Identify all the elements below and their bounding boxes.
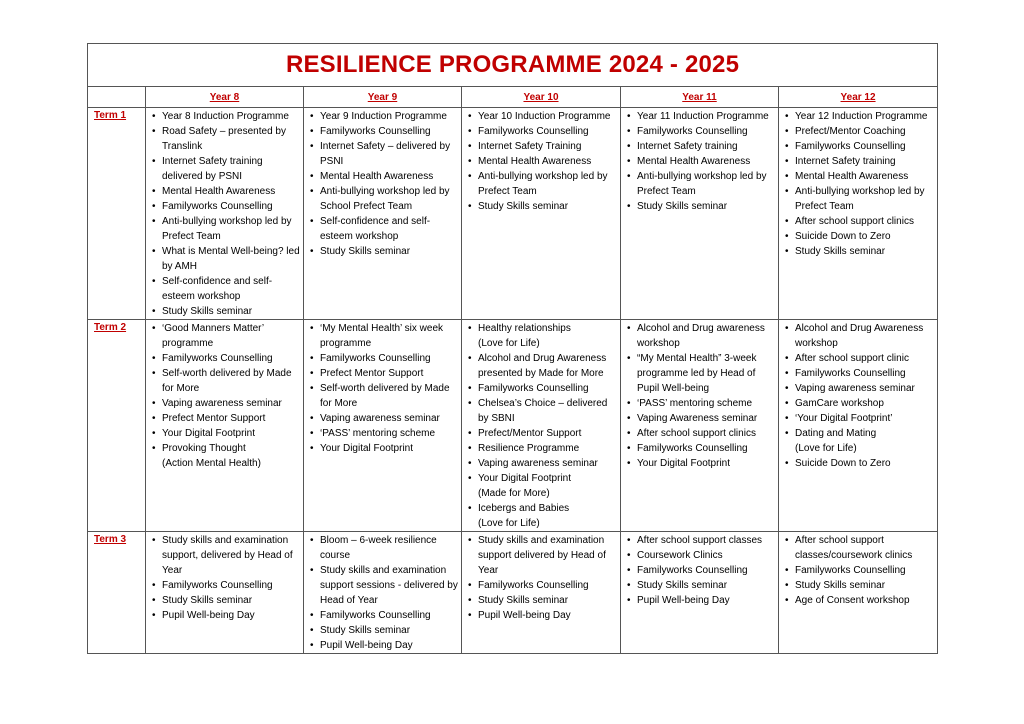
list-item: • After school support clinics xyxy=(783,214,935,229)
activity-list xyxy=(779,532,937,608)
column-header-year-12: Year 12 xyxy=(779,87,938,108)
list-item: • Familyworks Counselling xyxy=(466,381,618,396)
list-item: • Familyworks Counselling xyxy=(150,351,301,366)
list-item: • After school support clinics xyxy=(625,426,776,441)
activity-cell xyxy=(462,320,621,532)
column-header-year-8: Year 8 xyxy=(146,87,304,108)
activity-cell xyxy=(462,108,621,320)
list-item: (Love for Life) xyxy=(478,518,540,529)
activity-cell xyxy=(146,320,304,532)
list-item: • ‘Your Digital Footprint’ xyxy=(783,411,935,426)
list-item: • Vaping Awareness seminar xyxy=(625,411,776,426)
activity-cell xyxy=(621,108,779,320)
list-item: • Alcohol and Drug Awareness workshop xyxy=(783,321,935,351)
list-item: • Familyworks Counselling xyxy=(466,124,618,139)
list-item: • Internet Safety training xyxy=(625,139,776,154)
list-item: • Study Skills seminar xyxy=(783,578,935,593)
list-item: • Age of Consent workshop xyxy=(783,593,935,608)
list-item: • Pupil Well-being Day xyxy=(150,608,301,623)
list-item: • Familyworks Counselling xyxy=(466,578,618,593)
list-item: • Pupil Well-being Day xyxy=(625,593,776,608)
page-title: RESILIENCE PROGRAMME 2024 - 2025 xyxy=(88,44,938,87)
list-item: • Your Digital Footprint xyxy=(625,456,776,471)
activity-cell xyxy=(304,320,462,532)
list-item: • ‘My Mental Health’ six week programme xyxy=(308,321,459,351)
list-item: • Provoking Thought xyxy=(150,441,301,456)
list-item: • Anti-bullying workshop led by Prefect Team xyxy=(466,169,618,199)
list-item: • Study Skills seminar xyxy=(625,578,776,593)
list-item: • Your Digital Footprint xyxy=(308,441,459,456)
list-item: • Anti-bullying workshop led by Prefect Team xyxy=(783,184,935,214)
programme-table-wrap xyxy=(87,43,937,654)
activity-cell xyxy=(779,532,938,654)
list-item: • Anti-bullying workshop led by Prefect Team xyxy=(625,169,776,199)
list-item: • Year 8 Induction Programme xyxy=(150,109,301,124)
term-row xyxy=(88,320,938,532)
list-item: • Suicide Down to Zero xyxy=(783,229,935,244)
list-item: • Study Skills seminar xyxy=(783,244,935,259)
list-item: • After school support clinic xyxy=(783,351,935,366)
list-item: • Familyworks Counselling xyxy=(783,366,935,381)
list-item: • Your Digital Footprint xyxy=(150,426,301,441)
corner-cell xyxy=(88,87,146,108)
activity-list xyxy=(304,108,461,259)
activity-list xyxy=(304,320,461,456)
list-item: • Vaping awareness seminar xyxy=(783,381,935,396)
list-item: • Bloom – 6-week resilience course xyxy=(308,533,459,563)
list-item: (Love for Life) xyxy=(478,338,540,349)
activity-list xyxy=(779,320,937,471)
list-item: • Mental Health Awareness xyxy=(625,154,776,169)
activity-cell xyxy=(304,532,462,654)
activity-cell xyxy=(621,320,779,532)
list-item: • What is Mental Well-being? led by AMH xyxy=(150,244,301,274)
column-header-year-10: Year 10 xyxy=(462,87,621,108)
list-item: • Self-confidence and self-esteem workshop xyxy=(150,274,301,304)
list-item: • Study Skills seminar xyxy=(625,199,776,214)
list-item: • Familyworks Counselling xyxy=(308,124,459,139)
list-item: • Year 11 Induction Programme xyxy=(625,109,776,124)
list-item: • Study Skills seminar xyxy=(466,593,618,608)
list-item: • Mental Health Awareness xyxy=(783,169,935,184)
list-item: • Prefect Mentor Support xyxy=(308,366,459,381)
activity-cell xyxy=(146,108,304,320)
activity-cell xyxy=(779,108,938,320)
list-item: • Prefect/Mentor Support xyxy=(466,426,618,441)
list-item: • Internet Safety – delivered by PSNI xyxy=(308,139,459,169)
list-item: • Study Skills seminar xyxy=(150,593,301,608)
activity-list xyxy=(304,532,461,653)
term-label: Term 1 xyxy=(88,108,146,320)
list-item: • Alcohol and Drug Awareness presented by Made for More xyxy=(466,351,618,381)
activity-cell xyxy=(462,532,621,654)
list-item: • Resilience Programme xyxy=(466,441,618,456)
list-item: • Prefect/Mentor Coaching xyxy=(783,124,935,139)
list-item: • Mental Health Awareness xyxy=(466,154,618,169)
list-item: • Icebergs and Babies xyxy=(466,501,618,516)
list-item: (Made for More) xyxy=(478,488,550,499)
list-item: • Coursework Clinics xyxy=(625,548,776,563)
list-item: • ‘PASS’ mentoring scheme xyxy=(308,426,459,441)
activity-list xyxy=(621,320,778,471)
list-item: • After school support classes xyxy=(625,533,776,548)
column-header-year-11: Year 11 xyxy=(621,87,779,108)
list-item: • GamCare workshop xyxy=(783,396,935,411)
activity-list xyxy=(462,320,620,531)
activity-list xyxy=(621,532,778,608)
activity-list xyxy=(462,532,620,623)
list-item: • Pupil Well-being Day xyxy=(308,638,459,653)
list-item: • Alcohol and Drug awareness workshop xyxy=(625,321,776,351)
activity-list xyxy=(146,532,303,623)
list-item: • Your Digital Footprint xyxy=(466,471,618,486)
list-item: • Anti-bullying workshop led by School Prefect Team xyxy=(308,184,459,214)
list-item: • Study skills and examination support delivered by Head of Year xyxy=(466,533,618,578)
list-item: • Year 10 Induction Programme xyxy=(466,109,618,124)
activity-cell xyxy=(779,320,938,532)
list-item: • Dating and Mating xyxy=(783,426,935,441)
list-item: • ‘PASS’ mentoring scheme xyxy=(625,396,776,411)
list-item: • Vaping awareness seminar xyxy=(150,396,301,411)
activity-cell xyxy=(304,108,462,320)
activity-cell xyxy=(621,532,779,654)
list-item: • Self-confidence and self-esteem workshop xyxy=(308,214,459,244)
list-item: • Familyworks Counselling xyxy=(625,124,776,139)
list-item: • Study skills and examination support, delivered by Head of Year xyxy=(150,533,301,578)
list-item: • Self-worth delivered by Made for More xyxy=(308,381,459,411)
activity-list xyxy=(146,320,303,471)
list-item: • Mental Health Awareness xyxy=(150,184,301,199)
list-item: • Self-worth delivered by Made for More xyxy=(150,366,301,396)
list-item: • Internet Safety training delivered by PSNI xyxy=(150,154,301,184)
list-item: • Road Safety – presented by Translink xyxy=(150,124,301,154)
list-item: • Familyworks Counselling xyxy=(625,441,776,456)
list-item: • Pupil Well-being Day xyxy=(466,608,618,623)
list-item: • Anti-bullying workshop led by Prefect Team xyxy=(150,214,301,244)
list-item: • Study skills and examination support sessions - delivered by Head of Year xyxy=(308,563,459,608)
list-item: • Familyworks Counselling xyxy=(308,351,459,366)
list-item: • Internet Safety Training xyxy=(466,139,618,154)
list-item: • Familyworks Counselling xyxy=(783,563,935,578)
list-item: • After school support classes/coursework clinics xyxy=(783,533,935,563)
list-item: • Prefect Mentor Support xyxy=(150,411,301,426)
list-item: (Love for Life) xyxy=(795,443,857,454)
term-row xyxy=(88,532,938,654)
list-item: • Study Skills seminar xyxy=(466,199,618,214)
activity-list xyxy=(621,108,778,214)
list-item: • Mental Health Awareness xyxy=(308,169,459,184)
term-label: Term 2 xyxy=(88,320,146,532)
programme-table xyxy=(87,43,938,654)
list-item: • Familyworks Counselling xyxy=(150,199,301,214)
term-label: Term 3 xyxy=(88,532,146,654)
list-item: • Vaping awareness seminar xyxy=(308,411,459,426)
list-item: • Study Skills seminar xyxy=(308,623,459,638)
list-item: • ‘Good Manners Matter’ programme xyxy=(150,321,301,351)
column-header-year-9: Year 9 xyxy=(304,87,462,108)
activity-list xyxy=(779,108,937,259)
term-row xyxy=(88,108,938,320)
list-item: • Internet Safety training xyxy=(783,154,935,169)
list-item: • Familyworks Counselling xyxy=(783,139,935,154)
list-item: • Familyworks Counselling xyxy=(625,563,776,578)
list-item: • Familyworks Counselling xyxy=(308,608,459,623)
activity-list xyxy=(462,108,620,214)
list-item: • Vaping awareness seminar xyxy=(466,456,618,471)
list-item: • Healthy relationships xyxy=(466,321,618,336)
list-item: • Year 12 Induction Programme xyxy=(783,109,935,124)
list-item: • “My Mental Health” 3-week programme led by Head of Pupil Well-being xyxy=(625,351,776,396)
list-item: • Study Skills seminar xyxy=(308,244,459,259)
activity-list xyxy=(146,108,303,319)
list-item: (Action Mental Health) xyxy=(162,458,261,469)
list-item: • Familyworks Counselling xyxy=(150,578,301,593)
list-item: • Chelsea’s Choice – delivered by SBNI xyxy=(466,396,618,426)
list-item: • Year 9 Induction Programme xyxy=(308,109,459,124)
list-item: • Suicide Down to Zero xyxy=(783,456,935,471)
activity-cell xyxy=(146,532,304,654)
list-item: • Study Skills seminar xyxy=(150,304,301,319)
